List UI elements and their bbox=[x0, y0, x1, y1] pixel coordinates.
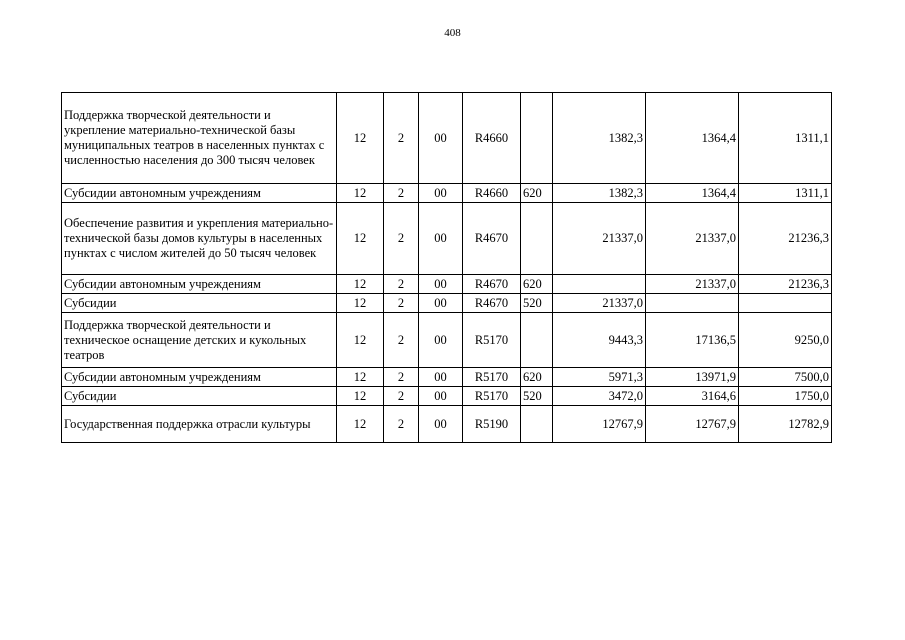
sum2-cell: 21337,0 bbox=[646, 203, 739, 275]
table-row bbox=[62, 313, 832, 368]
sum3-cell: 21236,3 bbox=[739, 203, 832, 275]
vr-cell: 620 bbox=[521, 368, 553, 387]
vr-cell bbox=[521, 406, 553, 443]
sum2-cell: 21337,0 bbox=[646, 275, 739, 294]
section-cell: 12 bbox=[337, 93, 384, 184]
subsection-cell: 2 bbox=[384, 387, 419, 406]
sum2-cell: 1364,4 bbox=[646, 93, 739, 184]
program-cell: 00 bbox=[419, 294, 463, 313]
subsection-cell: 2 bbox=[384, 368, 419, 387]
sum2-cell: 12767,9 bbox=[646, 406, 739, 443]
subsection-cell: 2 bbox=[384, 184, 419, 203]
program-cell: 00 bbox=[419, 368, 463, 387]
sum1-cell: 1382,3 bbox=[553, 184, 646, 203]
table-row bbox=[62, 93, 832, 184]
sum3-cell: 12782,9 bbox=[739, 406, 832, 443]
table-row bbox=[62, 387, 832, 406]
program-cell: 00 bbox=[419, 184, 463, 203]
section-cell: 12 bbox=[337, 184, 384, 203]
page-number: 408 bbox=[444, 27, 461, 39]
program-cell: 00 bbox=[419, 93, 463, 184]
subsection-cell: 2 bbox=[384, 203, 419, 275]
sum3-cell: 7500,0 bbox=[739, 368, 832, 387]
row-name-cell: Поддержка творческой деятельности и техническое оснащение детских и кукольных театров bbox=[62, 313, 337, 368]
table-row bbox=[62, 184, 832, 203]
program-cell: 00 bbox=[419, 203, 463, 275]
code-cell: R5190 bbox=[463, 406, 521, 443]
table-row bbox=[62, 203, 832, 275]
section-cell: 12 bbox=[337, 203, 384, 275]
row-name-cell: Государственная поддержка отрасли культуры bbox=[62, 406, 337, 443]
sum3-cell bbox=[739, 294, 832, 313]
vr-cell bbox=[521, 203, 553, 275]
code-cell: R4670 bbox=[463, 294, 521, 313]
subsection-cell: 2 bbox=[384, 406, 419, 443]
vr-cell: 520 bbox=[521, 294, 553, 313]
vr-cell: 620 bbox=[521, 275, 553, 294]
subsection-cell: 2 bbox=[384, 294, 419, 313]
sum3-cell: 1311,1 bbox=[739, 93, 832, 184]
sum1-cell: 3472,0 bbox=[553, 387, 646, 406]
subsection-cell: 2 bbox=[384, 275, 419, 294]
row-name-cell: Субсидии bbox=[62, 294, 337, 313]
section-cell: 12 bbox=[337, 387, 384, 406]
sum3-cell: 1311,1 bbox=[739, 184, 832, 203]
code-cell: R5170 bbox=[463, 387, 521, 406]
program-cell: 00 bbox=[419, 406, 463, 443]
vr-cell: 520 bbox=[521, 387, 553, 406]
table-row bbox=[62, 275, 832, 294]
section-cell: 12 bbox=[337, 294, 384, 313]
sum1-cell: 12767,9 bbox=[553, 406, 646, 443]
code-cell: R4660 bbox=[463, 93, 521, 184]
table-row bbox=[62, 406, 832, 443]
sum1-cell: 21337,0 bbox=[553, 203, 646, 275]
sum3-cell: 1750,0 bbox=[739, 387, 832, 406]
sum2-cell: 3164,6 bbox=[646, 387, 739, 406]
sum3-cell: 21236,3 bbox=[739, 275, 832, 294]
subsection-cell: 2 bbox=[384, 313, 419, 368]
code-cell: R4670 bbox=[463, 203, 521, 275]
program-cell: 00 bbox=[419, 275, 463, 294]
vr-cell: 620 bbox=[521, 184, 553, 203]
code-cell: R4660 bbox=[463, 184, 521, 203]
sum1-cell: 21337,0 bbox=[553, 294, 646, 313]
section-cell: 12 bbox=[337, 275, 384, 294]
vr-cell bbox=[521, 93, 553, 184]
sum1-cell bbox=[553, 275, 646, 294]
code-cell: R5170 bbox=[463, 313, 521, 368]
sum1-cell: 1382,3 bbox=[553, 93, 646, 184]
section-cell: 12 bbox=[337, 406, 384, 443]
vr-cell bbox=[521, 313, 553, 368]
sum2-cell: 1364,4 bbox=[646, 184, 739, 203]
sum1-cell: 5971,3 bbox=[553, 368, 646, 387]
row-name-cell: Поддержка творческой деятельности и укрепление материально-технической базы муниципальных театров в населенных пунктах с численностью населения до 300 тысяч человек bbox=[62, 93, 337, 184]
row-name-cell: Субсидии bbox=[62, 387, 337, 406]
section-cell: 12 bbox=[337, 313, 384, 368]
sum3-cell: 9250,0 bbox=[739, 313, 832, 368]
subsection-cell: 2 bbox=[384, 93, 419, 184]
row-name-cell: Субсидии автономным учреждениям bbox=[62, 275, 337, 294]
sum2-cell: 13971,9 bbox=[646, 368, 739, 387]
code-cell: R5170 bbox=[463, 368, 521, 387]
sum1-cell: 9443,3 bbox=[553, 313, 646, 368]
table-row bbox=[62, 368, 832, 387]
sum2-cell bbox=[646, 294, 739, 313]
program-cell: 00 bbox=[419, 387, 463, 406]
program-cell: 00 bbox=[419, 313, 463, 368]
row-name-cell: Субсидии автономным учреждениям bbox=[62, 184, 337, 203]
row-name-cell: Субсидии автономным учреждениям bbox=[62, 368, 337, 387]
budget-table bbox=[61, 92, 832, 443]
section-cell: 12 bbox=[337, 368, 384, 387]
code-cell: R4670 bbox=[463, 275, 521, 294]
row-name-cell: Обеспечение развития и укрепления материально-технической базы домов культуры в населенных пунктах с числом жителей до 50 тысяч человек bbox=[62, 203, 337, 275]
table-row bbox=[62, 294, 832, 313]
sum2-cell: 17136,5 bbox=[646, 313, 739, 368]
